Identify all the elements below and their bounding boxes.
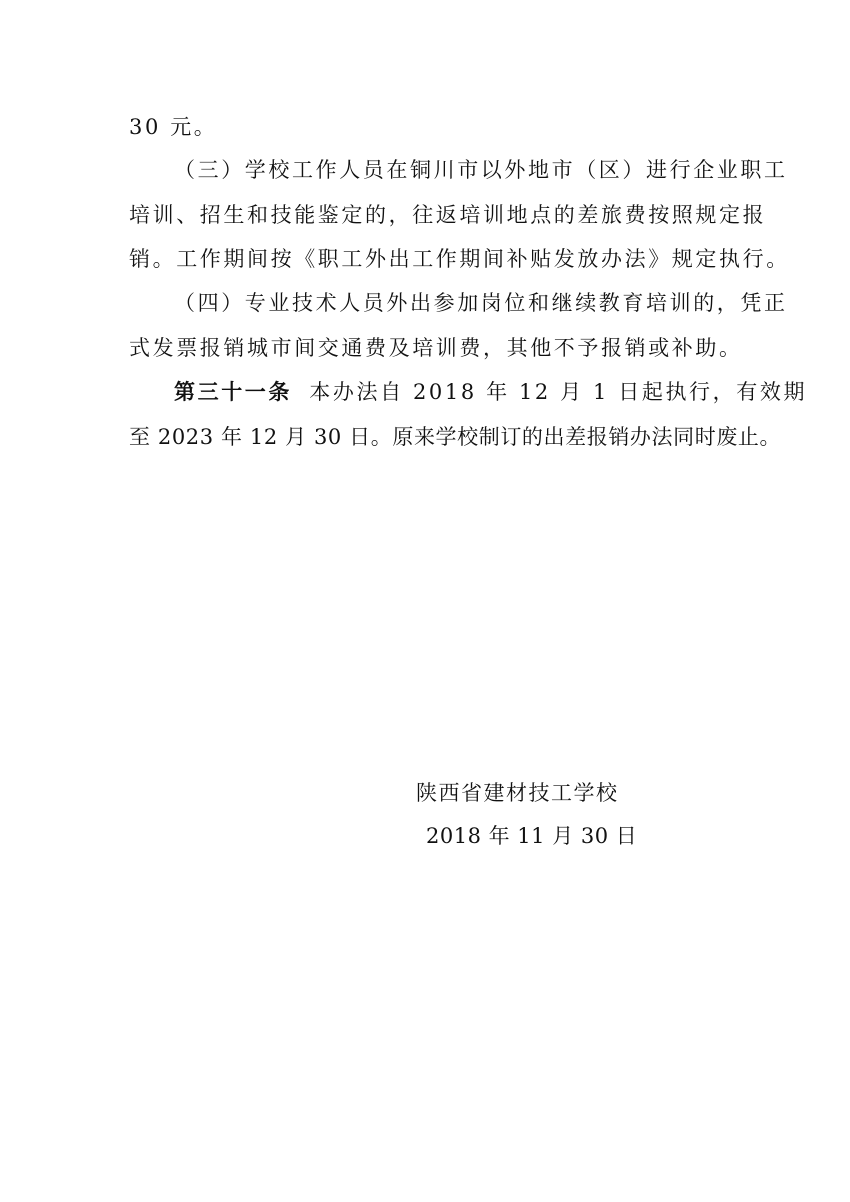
article-31-heading: 第三十一条: [174, 379, 292, 404]
body-line-2: （三）学校工作人员在铜川市以外地市（区）进行企业职工: [174, 158, 788, 182]
body-line-1: 30 元。: [129, 115, 218, 139]
body-line-4: 销。工作期间按《职工外出工作期间补贴发放办法》规定执行。: [129, 247, 790, 271]
body-line-5: （四）专业技术人员外出参加岗位和继续教育培训的，凭正: [174, 291, 788, 315]
signature-date: 2018 年 11 月 30 日: [426, 824, 638, 848]
signature-organization: 陕西省建材技工学校: [416, 781, 619, 805]
body-line-3: 培训、招生和技能鉴定的，往返培训地点的差旅费按照规定报: [129, 203, 767, 227]
article-31-line-2: 至 2023 年 12 月 30 日。原来学校制订的出差报销办法同时废止。: [129, 425, 782, 449]
article-31-text: 本办法自 2018 年 12 月 1 日起执行，有效期: [309, 380, 808, 404]
article-31-line-1: [174, 378, 807, 406]
body-line-6: 式发票报销城市间交通费及培训费，其他不予报销或补助。: [129, 336, 743, 360]
